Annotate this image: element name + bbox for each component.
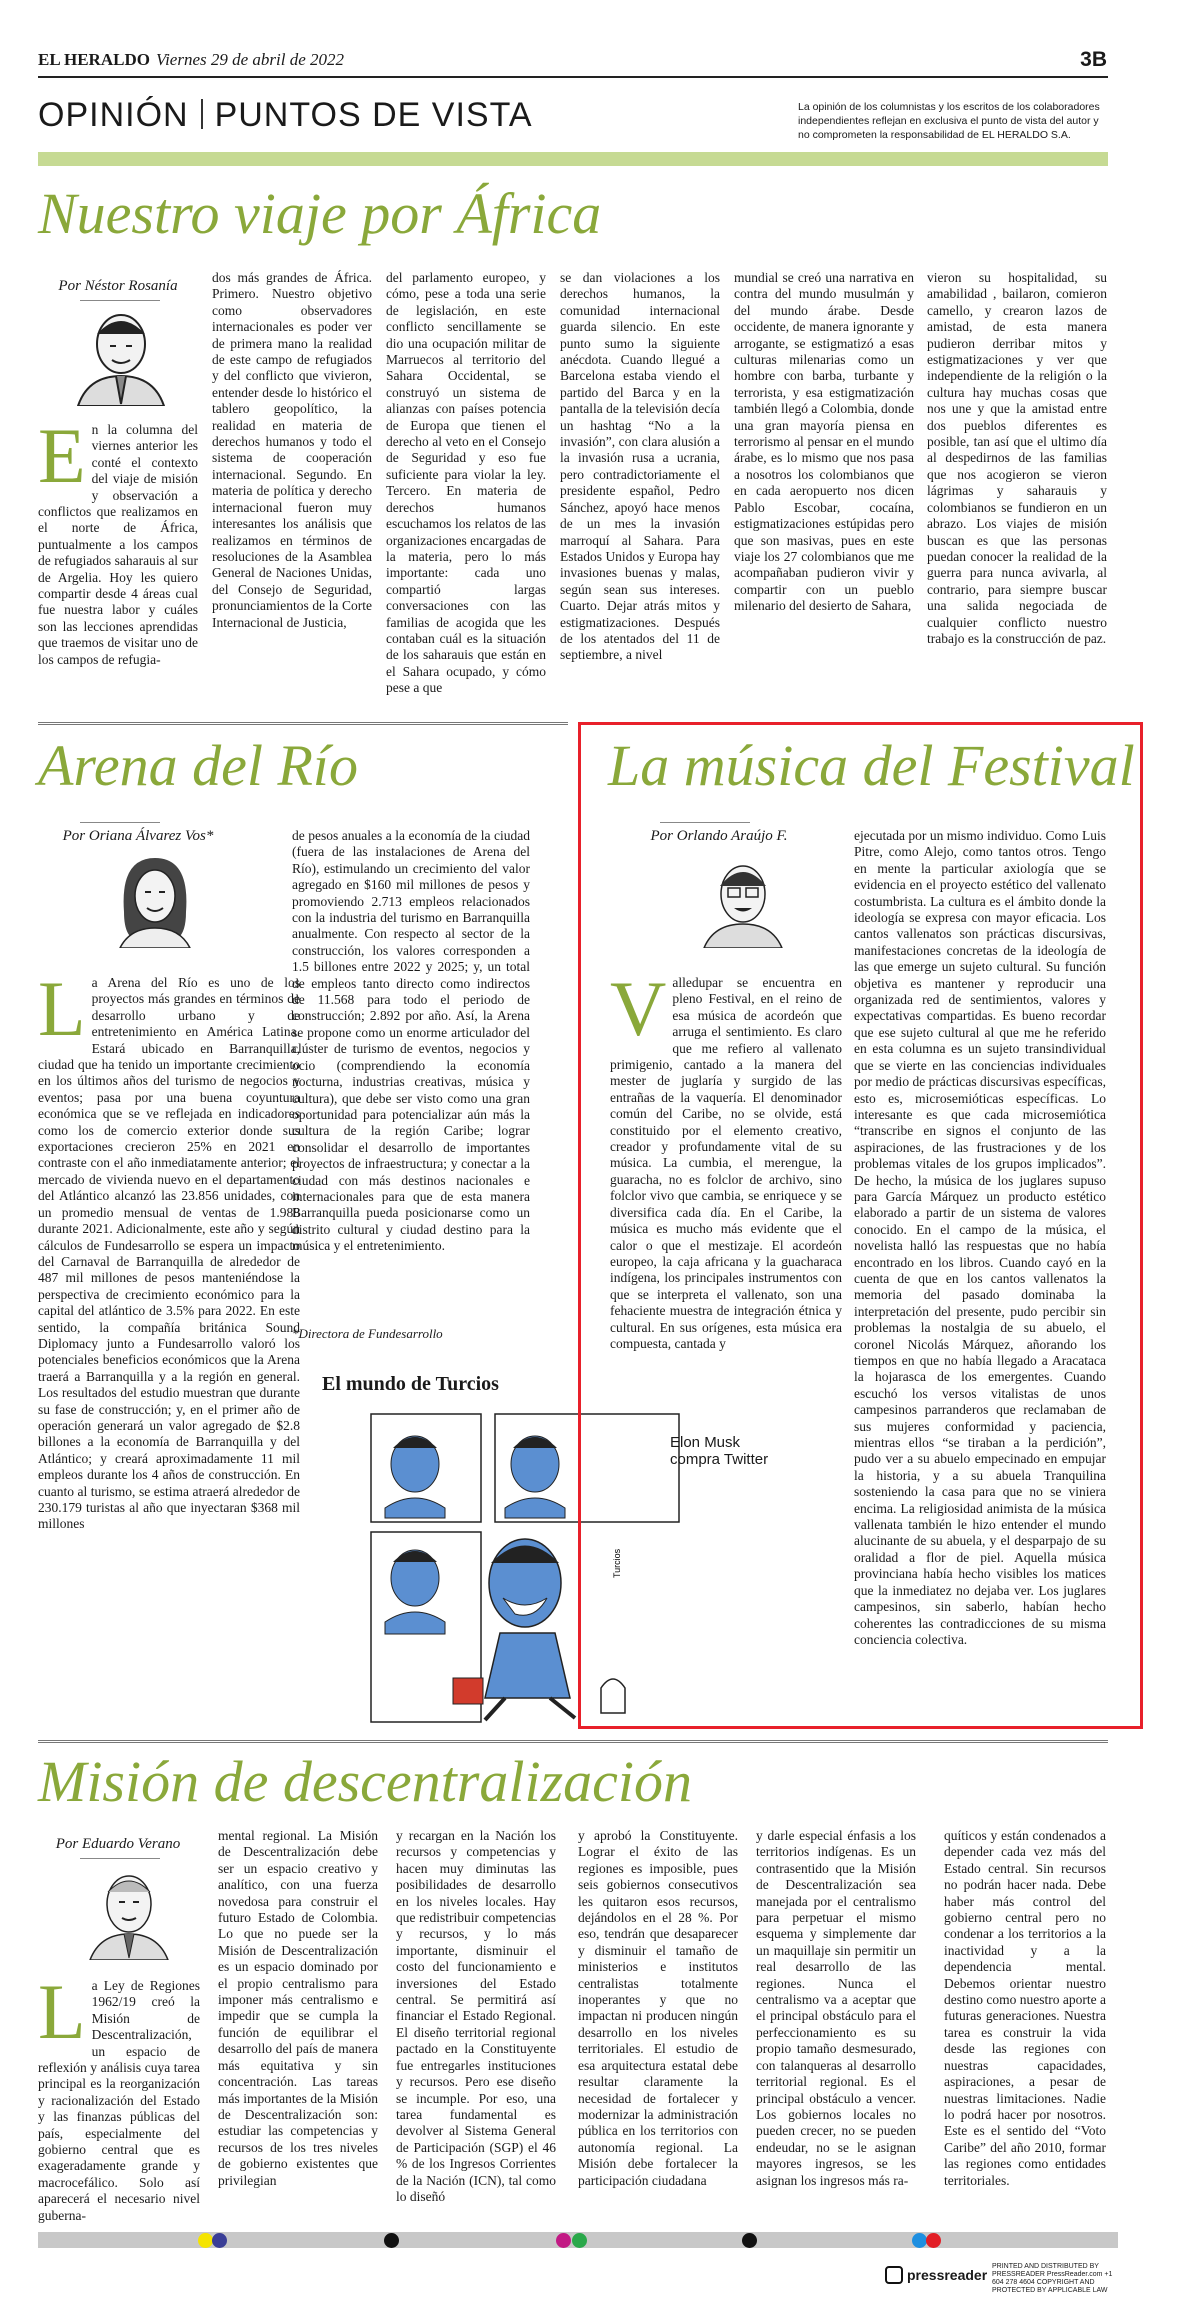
section-name: OPINIÓN: [38, 96, 189, 134]
paragraph: quíticos y están condenados a depender cada vez más del Estado central. Sin recursos no podrán hacer nada. Debe haber más control del gobierno central pero no condenar a los territorios a la inactividad y a la dependencia mental. Debemos orientar nuestro destino como nuestro aporte a futuras generaciones. Nuestra tarea es construir la vida desde las regiones con nuestras capacidades, aspiraciones, a pesar de nuestras limitaciones. Nadie lo podrá hacer por nosotros. Este es el sentido del “Voto Caribe” del año 2010, formar las regiones como entidades territoriales.: [944, 1828, 1106, 2188]
paragraph: a Arena del Río es uno de los proyectos más grandes en términos de desarrollo urbano y de entretenimiento en América Latina. Estará ubicado en Barranquilla, ciudad que ha tenido un importante crecimiento en los últimos años del turismo de negocios y eventos; pasa por una buena coyuntura económica que se ve reflejada en indicadores como los de comercio exterior donde sus exportaciones crecieron 25% en 2021 en contraste con el año inmediatamente anterior; el mercado de vivienda nuevo en el departamento del Atlántico alcanzó las 23.856 unidades, con un promedio mensual de ventas de 1.988 durante 2021. Adicionalmente, este año y según cálculos de Fundesarrollo se espera un impacto del Carnaval de Barranquilla de alrededor de 487 mil millones de pesos manteniéndose la perspectiva de crecimiento económico para la capital del atlántico de 3.5% para 2022. En este sentido, la compañía británica Sound Diplomacy junto a Fundesarrollo valoró los potenciales beneficios económicos que la Arena traerá a Barranquilla y a la región en general. Los resultados del estudio muestran que durante su fase de construcción; y, en el primer año de operación generará un valor agregado de $2.8 billones a la economía de Barranquilla y del Atlántico; y creará aproximadamente 11 mil empleos durante los 4 años de construcción. En cuanto al turismo, se estima atraerá alrededor de 230.179 turistas al año que inyectaran $368 mil millones: [38, 975, 300, 1532]
article-title-arena: Arena del Río: [38, 733, 358, 798]
paragraph: n la columna del viernes anterior les conté el contexto del viaje de misión y observación a conflictos que realizamos en el norte de África, puntualmente a los campos de refugiados saharauis al sur de Argelia. Hoy les quiero compartir desde 4 áreas cual fue nuestra labor y cuáles son las lecciones aprendidas que traemos de visitar uno de los campos de refugia-: [38, 422, 198, 667]
byline-rule: [80, 822, 160, 823]
article-arena-col-1: [38, 975, 300, 1720]
registration-dot-blue: [212, 2233, 227, 2248]
portrait-alvarez: [112, 852, 198, 948]
cartoon-title: El mundo de Turcios: [322, 1373, 499, 1395]
article-mision-col-4: [578, 1828, 738, 2223]
article-africa-col-2: [212, 270, 372, 702]
article-africa-col-3: [386, 270, 546, 702]
cartoon-caption: Elon Musk compra Twitter: [670, 1434, 769, 1468]
dropcap-mision: L: [38, 1978, 86, 2055]
paper-name: EL HERALDO: [38, 50, 150, 69]
paragraph: y aprobó la Constituyente. Lograr el éxito de las regiones es imposible, pues seis gobiernos consecutivos les quitaron esos recursos, dejándolos en el 28 %. Por eso, tendrán que desaparecer y disminuir el tamaño de ministerios e institutos centralistas totalmente inoperantes y que no impactan ni producen ningún desarrollo en los niveles territoriales. El estudio de esa arquitectura estatal debe resultar claramente la necesidad de fortalecer y modernizar la administración pública en los territorios con autonomía regional. La Misión debe fortalecer la participación ciudadana: [578, 1828, 738, 2188]
paragraph: dos más grandes de África. Primero. Nuestro objetivo como observadores internacionales es poder ver de primera mano la realidad de este campo de refugiados y del conflicto que vivieron, entender desde lo histórico el tablero geopolítico, la realidad en materia de derechos humanos y todo el sistema de cooperación internacional. Segundo. En materia de política y derecho internacional fueron muy interesantes los análisis que realizamos en términos de resoluciones de la Asamblea General de Naciones Unidas, del Consejo de Seguridad, pronunciamientos de la Corte Internacional de Justicia,: [212, 270, 372, 630]
paragraph: ejecutada por un mismo individuo. Como Luis Pitre, como Alejo, como tantos otros. Tengo en mente la particular axiología que se evidencia en el proyecto estético del vallenato costumbrista. La cultura es el ámbito donde la ideología se expresa con mayor eficacia. Los cantos vallenatos son prácticas discursivas, manifestaciones concretas de la ideología de las que emerge un sujeto cultural. Su función objetiva es mantener y reproducir una organizada red de sentimientos, valores y expectativas compartidas. Es bueno recordar que ese sujeto cultural al que me he referido en esta columna es un sujeto transindividual que se vierte en las conciencias individuales por medio de prácticas discursivas específicas, esto es, microsemióticas específicas. Lo interesante es que cada microsemiótica “transcribe en signos el conjunto de las aspiraciones, de las frustraciones y de los problemas vitales de los grupos implicados”. De hecho, la música de los juglares supuso para García Márquez un producto estético elaborado a partir de un sistema de valores conocido. En el campo de la música, el novelista halló las respuestas que no había encontrado en los libros. Cuando cayó en la cuenta de que en los cantos vallenatos la memoria del pasado dominaba la interpretación del presente, pudo percibir sin problemas la nostalgia de su abuelo, el coronel Nicolás Márquez, añorando los tiempos en que no había llegado a Aracataca la hojarasca de los emergentes. Cuando escuchó los versos vitalistas de unos campesinos parranderos que reclamaban de sus mujeres conformidad y paciencia, mientras ellos “se tiraban a la perdición”, pudo ver a su abuelo empecinado en empujar la historia, y a su abuela Tranquilina sosteniendo la casa para que no se viniera encima. La religiosidad animista de la música vallenata también le hizo entender el mundo alucinante de su abuela, y el desparpajo de su oralidad a flor de piel. Aquella música provinciana había hecho visibles los matices que la inmediatez no dejaba ver. Los juglares campesinos, sin saberlo, habían hecho coherentes las contradicciones de su misma conciencia colectiva.: [854, 828, 1106, 1647]
issue-date: Viernes 29 de abril de 2022: [155, 50, 345, 69]
dropcap-arena: L: [38, 975, 86, 1052]
section-title: [38, 96, 533, 135]
registration-dot-cyan: [912, 2233, 927, 2248]
header-rule: [38, 76, 1108, 78]
paragraph: se dan violaciones a los derechos humanos, la comunidad internacional guarda silencio. En este punto sumo la siguiente anécdota. Cuando llegué a Barcelona estaba viendo el partido del Barca y en la pantalla de la televisión decía un hashtag “No a la invasión”, con clara alusión a la invasión rusa a ucrania, pero contradictoriamente el presidente español, Pedro Sánchez, apoyó hace menos de un mes la invasión marroquí al Sahara. Para Estados Unidos y Europa hay invasiones buenas y malas, según sean sus intereses. Cuarto. Dejar atrás mitos y estigmatizaciones. Después de los atentados del 11 de septiembre, a nivel: [560, 270, 720, 663]
cartoon-signature: Turcios: [612, 1548, 622, 1578]
article-africa-col-4: [560, 270, 720, 702]
article-africa-col-5: [734, 270, 914, 702]
article-mision-col-6: [944, 1828, 1106, 2223]
article-title-africa: Nuestro viaje por África: [38, 181, 602, 246]
registration-dot-magenta: [556, 2233, 571, 2248]
separator: [38, 722, 568, 725]
article-mision-col-2: [218, 1828, 378, 2223]
article-africa-col-1: [38, 422, 198, 702]
pressreader-notice: PRINTED AND DISTRIBUTED BY PRESSREADER PressReader.com +1 604 278 4604 COPYRIGHT AND PROTECTED BY APPLICABLE LAW: [992, 2263, 1113, 2294]
byline-mision: Por Eduardo Verano: [55, 1836, 181, 1852]
paragraph: mundial se creó una narrativa en contra del mundo musulmán y del mundo árabe. Desde occidente, de manera ignorante y arrogante, se estigmatizó a esas culturas milenarias como un hombre con barba, turbante y terrorista, y esa estigmatización también llegó a Colombia, donde una gran mayoría piensa en terrorismo al pensar en el mundo árabe, es lo mismo que nos pasa a nosotros los colombianos que en cada aeropuerto nos dicen Pablo Escobar, cocaína, estigmatizaciones estúpidas pero que son masivas, pues en este viaje los 27 colombianos que me acompañaban pudieron vivir y compartir con un pueblo milenario del desierto de Sahara,: [734, 270, 914, 614]
header-green-bar: [38, 152, 1108, 166]
paragraph: y darle especial énfasis a los territorios indígenas. Es un contrasentido que la Misión de Descentralización sea manejada por el centralismo para perpetuar el mismo esquema y simplemente dar un maquillaje sin permitir un real desarrollo de las regiones. Nunca el centralismo va a aceptar que el principal obstáculo para el perfeccionamiento es su propio tamaño desmesurado, con talanqueras al desarrollo territorial regional. Es el principal obstáculo a vencer. Los gobiernos locales no pueden crecer, no se pueden endeudar, no se le asignan mayores ingresos, se les asignan los ingresos más ra-: [756, 1828, 916, 2188]
pressreader-icon: [885, 2266, 903, 2284]
paragraph: del parlamento europeo, y cómo, pese a toda una serie de legislación, en este conflicto sencillamente se dio una ocupación militar de Marruecos al territorio del Sahara Occidental, se construyó un sistema de alianzas con países potencia de Europa que tienen el derecho al veto en el Consejo de Seguridad y eso fue suficiente para violar la ley. Tercero. En materia de derechos humanos escuchamos los relatos de las organizaciones encargadas de la materia, pero lo más importante: cada uno compartió largas conversaciones con las familias de acogida que les contaban cuál es la situación de los saharauis que están en el Sahara ocupado, y cómo pese a que: [386, 270, 546, 696]
page-number: 3B: [1080, 48, 1107, 71]
registration-dot-red: [926, 2233, 941, 2248]
byline-rule: [80, 1858, 160, 1859]
article-title-mision: Misión de descentralización: [38, 1749, 693, 1814]
paragraph: alledupar se encuentra en pleno Festival, en el reino de esa música de acordeón que arruga el sentimiento. Es claro que me refiero al vallenato primigenio, cantado a la manera del mester de juglaría y surgido de las entrañas de la vaquería. El denominador común del Caribe, no se olvide, está constituido por el elemento creativo, creador y profundamente vital de su música. La cumbia, el merengue, la guaracha, no es folclor de archivo, sino folclor vivo que cambia, se enriquece y se diversifica cada día. En el Caribe, la música es mucho más evidente que el calor o que el mestizaje. El acordeón europeo, la caja africana y la guacharaca indígena, los principales instrumentos con que se interpreta el vallenato, son una fehaciente muestra de integración étnica y cultural. En sus orígenes, esta música era compuesta, cantada y: [610, 975, 842, 1351]
disclaimer: La opinión de los columnistas y los escritos de los colaboradores independientes reflejan en exclusiva el punto de vista del autor y no comprometen la responsabilidad de EL HERALDO S.A.: [798, 101, 1100, 141]
separator: [38, 1740, 1108, 1743]
article-mision-col-1: [38, 1978, 200, 2223]
dropcap-festival: V: [610, 975, 667, 1052]
byline-festival: Por Orlando Araújo F.: [650, 828, 788, 844]
portrait-rosania: [72, 306, 170, 406]
section-divider: [201, 99, 203, 129]
registration-dot-black: [742, 2233, 757, 2248]
registration-dot-green: [572, 2233, 587, 2248]
masthead: [38, 50, 344, 70]
article-title-festival: La música del Festival: [608, 733, 1135, 798]
byline-africa: Por Néstor Rosanía: [58, 278, 178, 294]
article-africa-col-6: [927, 270, 1107, 702]
subsection-name: PUNTOS DE VISTA: [214, 96, 533, 134]
article-festival-col-1: [610, 975, 842, 1725]
portrait-verano: [86, 1862, 172, 1960]
portrait-araujo: [698, 852, 788, 948]
pressreader-brand: pressreader: [907, 2267, 988, 2283]
byline-rule: [660, 822, 750, 823]
pressreader-logo: [885, 2266, 987, 2284]
article-mision-col-3: [396, 1828, 556, 2223]
paragraph: de pesos anuales a la economía de la ciudad (fuera de las instalaciones de Arena del Río), estimulando un crecimiento del valor agregado en $160 mil millones de pesos y promoviendo 2.713 empleos relacionados con la industria del turismo en Barranquilla anualmente. Con respecto al sector de la construcción, los valores corresponden a 1.5 billones entre 2022 y 2025; y, un total de empleos tanto directo como indirectos de 11.568 para todo el periodo de construcción; 2.892 por año. Así, la Arena se propone como un enorme articulador del clúster de turismo de eventos, negocios y ocio (comprendiendo la economía nocturna, industrias creativas, música y cultura), que debe ser visto como una gran oportunidad para potencializar aún más la cultura de la región Caribe; lograr consolidar el desarrollo de importantes proyectos de infraestructura; y conectar a la ciudad con más destinos nacionales e internacionales para que de esta manera Barranquilla pueda posicionarse como un distrito cultural y ciudad destino para la música y el entretenimiento.: [292, 828, 530, 1254]
byline-rule: [80, 300, 160, 301]
paragraph: a Ley de Regiones 1962/19 creó la Misión de Descentralización, un espacio de reflexión y análisis cuya tarea principal es la reorganización y racionalización del Estado y las finanzas públicas del país, especialmente del gobierno central que es exageradamente grande y macrocefálico. Solo así aparecerá el necesario nivel guberna-: [38, 1978, 200, 2223]
article-festival-col-2: [854, 828, 1106, 1720]
registration-dot-yellow: [198, 2233, 213, 2248]
footnote-arena: *Directora de Fundesarrollo: [292, 1326, 443, 1341]
paragraph: mental regional. La Misión de Descentralización debe ser un espacio creativo y analítico, con una fuerza novedosa para construir el futuro Estado de Colombia. Lo que no puede ser la Misión de Descentralización es un espacio dominado por el propio centralismo para imponer más centralismo e impedir que se cumpla la función de equilibrar el desarrollo del país de manera más equitativa y sin concentración. Las tareas más importantes de la Misión de Descentralización son: estudiar las competencias y recursos de los tres niveles de gobierno existentes que privilegian: [218, 1828, 378, 2188]
article-mision-col-5: [756, 1828, 916, 2223]
registration-dot-black: [384, 2233, 399, 2248]
article-arena-col-2: [292, 828, 530, 1318]
paragraph: y recargan en la Nación los recursos y competencias y hacen muy diminutas las posibilidades de desarrollo en los niveles locales. Hay que redistribuir competencias y recursos, y lo más importante, disminuir el costo del funcionamiento e inversiones del Estado central. Se permitirá así financiar el Estado Regional. El diseño territorial regional pactado en la Constituyente fue entregarles instituciones y recursos. Pero ese diseño se incumple. Por eso, una tarea fundamental es devolver al Sistema General de Participación (SGP) el 46 % de los Ingresos Corrientes de la Nación (ICN), tal como lo diseñó: [396, 1828, 556, 2204]
byline-arena: Por Oriana Álvarez Vos*: [62, 828, 214, 844]
paragraph: vieron su hospitalidad, su amabilidad , bailaron, comieron camello, y crearon lazos de amistad, de esta manera pudieron derribar mitos y estigmatizaciones y ver que independiente de la religión o la cultura hay muchas cosas que nos une y que la amistad entre dos pueblos diferentes es posible, tan así que el ultimo día al despedirnos de las familias que nos acogieron se vieron lágrimas y saharauis y colombianos se fundieron en un abrazo. Los viajes de misión buscan es que las personas puedan conocer la realidad de la guerra para nunca avivarla, al contrario, para siempre buscar una salida negociada de cualquier conflicto nuestro trabajo es la construcción de paz.: [927, 270, 1107, 646]
dropcap-africa: E: [38, 422, 86, 499]
